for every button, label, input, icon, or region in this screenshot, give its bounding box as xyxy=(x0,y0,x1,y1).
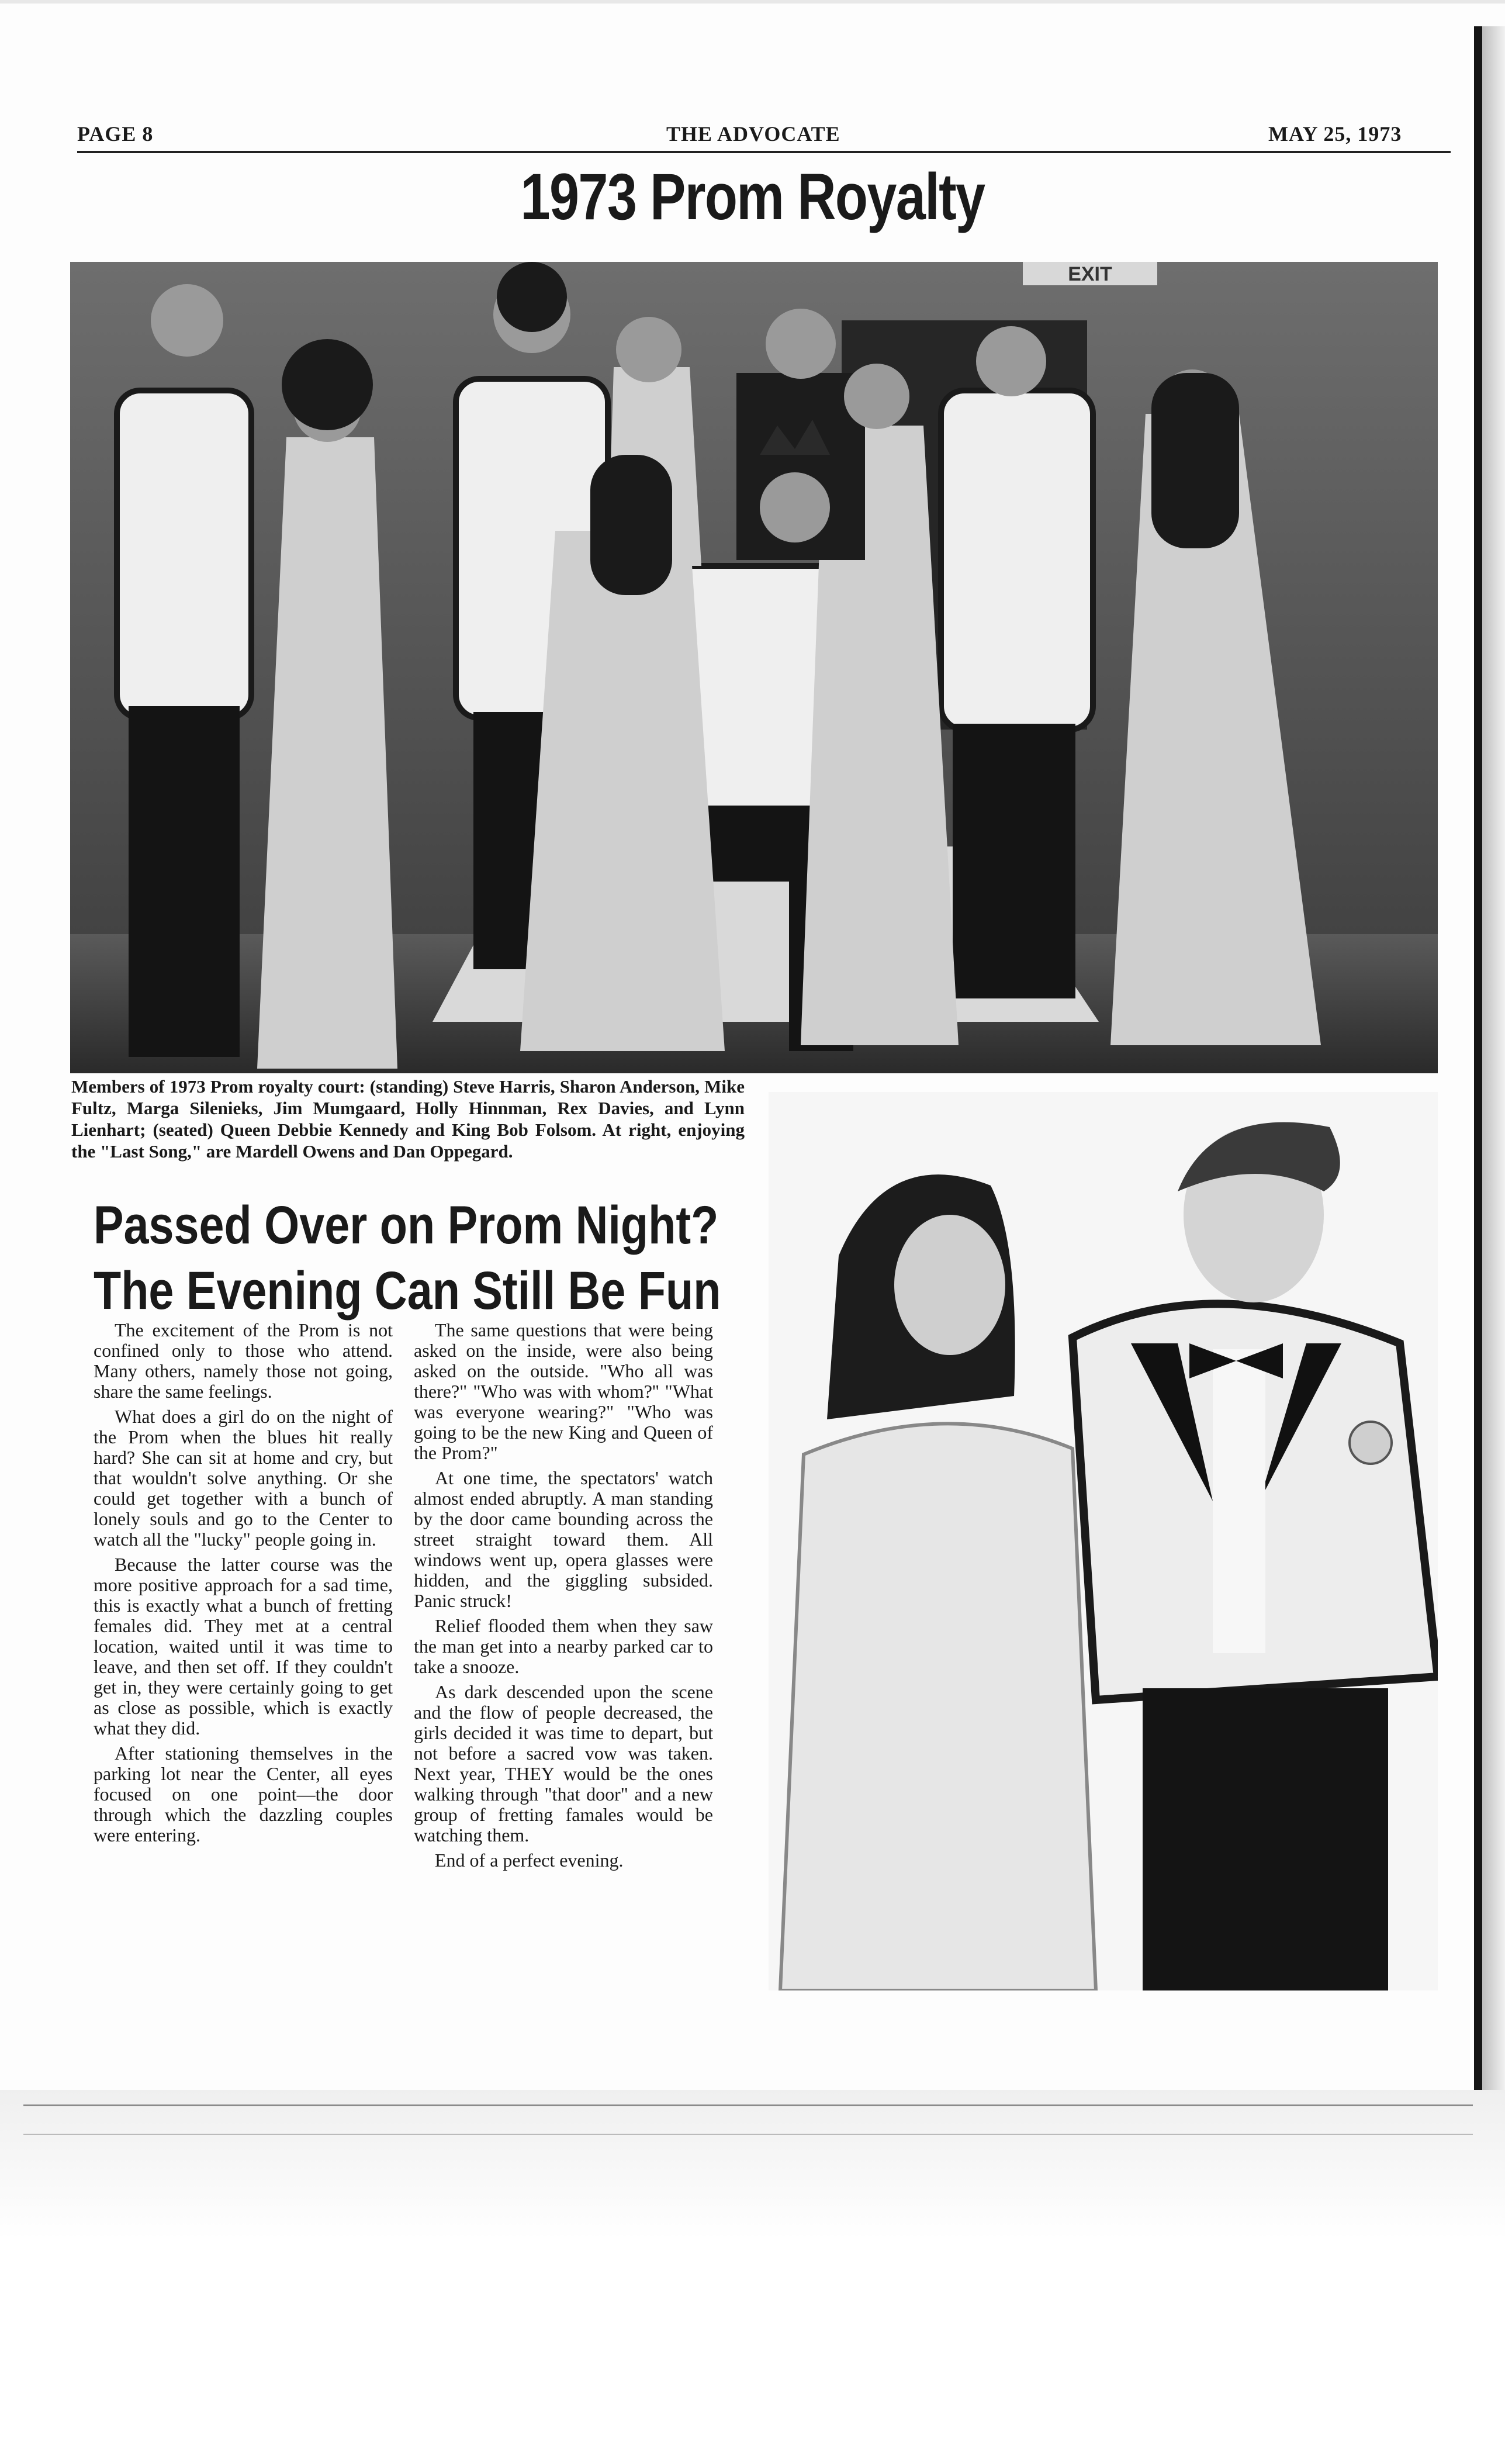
paragraph: The excitement of the Prom is not confined only to those who attend. Many others, namely those not going, share the same feelings. xyxy=(94,1319,393,1402)
header-rule xyxy=(77,151,1451,153)
binding-shadow xyxy=(1482,26,1505,2090)
paragraph: Relief flooded them when they saw the man get into a nearby parked car to take a snooze. xyxy=(414,1615,713,1677)
article-headline xyxy=(94,1193,721,1323)
paragraph: After stationing themselves in the parking lot near the Center, all eyes focused on one point—the door through which the dazzling couples were entering. xyxy=(94,1743,393,1846)
last-song-couple-photo xyxy=(769,1092,1438,1990)
paragraph: End of a perfect evening. xyxy=(435,1850,624,1871)
headline-line-2: The Evening Can Still Be Fun xyxy=(94,1261,721,1321)
article-column-1 xyxy=(94,1320,393,1850)
paragraph: As dark descended upon the scene and the flow of people decreased, the girls decided it was time to depart, but not before a sacred vow was taken. Next year, THEY would be the ones walking through "that door" and a new group of fretting famales would be watching them. xyxy=(414,1681,713,1846)
headline-line-1: Passed Over on Prom Night? xyxy=(94,1195,719,1255)
top-edge xyxy=(0,0,1505,4)
prom-court-photo xyxy=(70,262,1438,1073)
exit-sign-text: EXIT xyxy=(1068,263,1112,285)
issue-date: MAY 25, 1973 xyxy=(1268,122,1402,146)
bottom-edge-line xyxy=(23,2104,1473,2106)
newspaper-name: THE ADVOCATE xyxy=(666,122,840,146)
page-bottom-margin xyxy=(0,2090,1505,2464)
paragraph: Because the latter course was the more positive approach for a sad time, this is exactly what a bunch of fretting females did. They met at a central location, waited until it was time to leave, and then set off. If they couldn't get in, they were certainly going to get as close as possible, which is exactly what they did. xyxy=(94,1554,393,1739)
bottom-edge-line xyxy=(23,2134,1473,2135)
page-number: PAGE 8 xyxy=(77,122,154,146)
paragraph: What does a girl do on the night of the Prom when the blues hit really hard? She can sit at home and cry, but that wouldn't solve anything. Or she could get together with a bunch of lonely souls and go to the Center to watch all the "lucky" people going in. xyxy=(94,1406,393,1550)
article-column-2 xyxy=(414,1320,713,1875)
paragraph: The same questions that were being asked on the inside, were also being asked on the outside. "Who all was there?" "Who was with whom?'' "What was everyone wearing?" "Who was going to be the new King and Queen of the Prom?" xyxy=(414,1319,713,1463)
page-title: 1973 Prom Royalty xyxy=(520,160,985,233)
binding-edge xyxy=(1474,26,1482,2090)
photo-caption: Members of 1973 Prom royalty court: (standing) Steve Harris, Sharon Anderson, Mike Fultz, Marga Silenieks, Jim Mumgaard, Holly Hinnman, Rex Davies, and Lynn Lienhart; (seated) Queen Debbie Kennedy and King Bob Folsom. At right, enjoying the "Last Song," are Mardell Owens and Dan Oppegard. xyxy=(71,1076,745,1162)
paragraph: At one time, the spectators' watch almost ended abruptly. A man standing by the door came bounding across the street straight toward them. All windows went up, opera glasses were hidden, and the giggling subsided. Panic struck! xyxy=(414,1467,713,1611)
